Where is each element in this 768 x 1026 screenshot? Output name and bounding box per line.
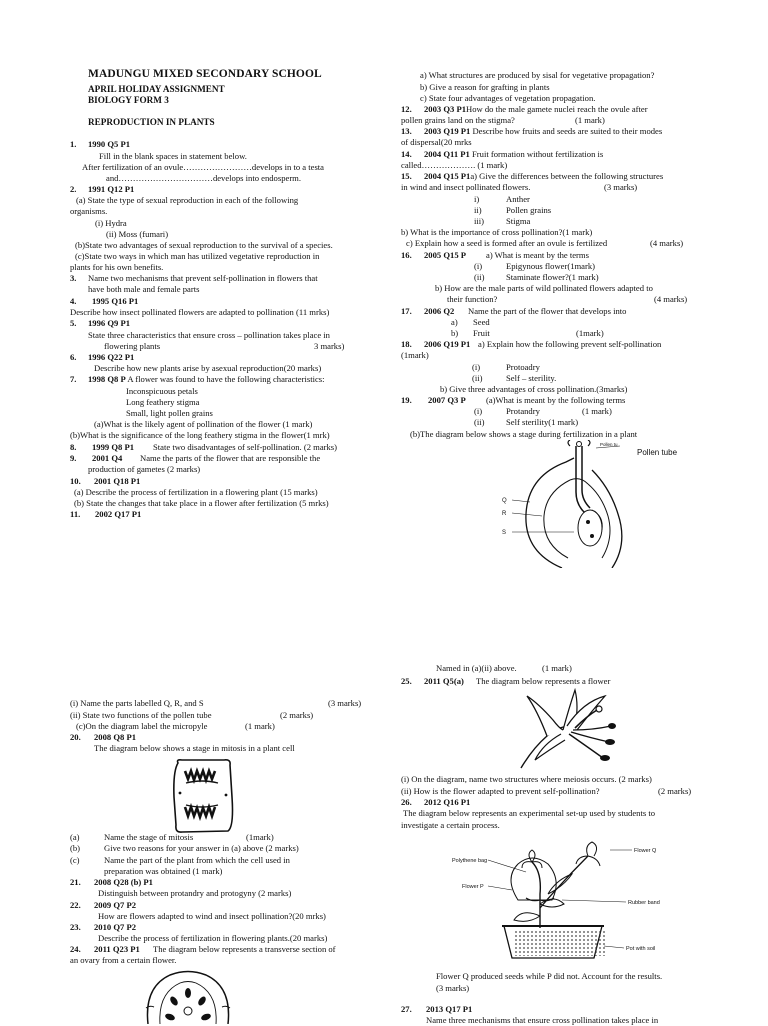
q1-line: Fill in the blank spaces in statement below. [99, 151, 247, 161]
q2-line: organisms. [70, 206, 108, 216]
q11-part-a: a) What structures are produced by sisal for vegetative propagation? [420, 70, 655, 80]
q13-line: of dispersal(20 mrks [401, 137, 472, 147]
q18-line: (1mark) [401, 350, 429, 360]
q1-line: and……………………………develops into endosperm. [106, 173, 302, 183]
flower-diagram [513, 688, 617, 770]
label-r: R [502, 511, 507, 517]
q15-text: a) Give the differences between the following structures [470, 171, 664, 181]
q7-number: 7. [70, 374, 77, 384]
q17-item: Fruit [473, 328, 490, 338]
q21-line: Distinguish between protandry and protogyny (2 marks) [98, 888, 292, 898]
mitosis-cell-diagram [168, 757, 238, 835]
q16-item: Staminate flower?(1 mark) [506, 272, 599, 282]
label-flower-q: Flower Q [634, 848, 657, 854]
q12-marks: (1 mark) [575, 115, 605, 125]
q19-part-ii: (ii) State two functions of the pollen tube [70, 710, 212, 720]
q9-line: Name the parts of the flower that are responsible the [140, 453, 321, 463]
q13-number: 13. [401, 126, 412, 136]
q19-item: Protandry [506, 406, 540, 416]
q25-part-i: (i) On the diagram, name two structures where meiosis occurs. (2 marks) [401, 774, 652, 784]
q13-line [424, 126, 662, 137]
school-name: MADUNGU MIXED SECONDARY SCHOOL [88, 68, 322, 80]
q24-line: The diagram below represents a transverse section of [153, 944, 336, 954]
q21-number: 21. [70, 877, 81, 887]
q19-roman: (i) [474, 406, 483, 416]
q20-part-c: Name the part of the plant from which the cell used in [104, 855, 290, 865]
soil-texture [514, 930, 606, 956]
q2-line: (i) Hydra [95, 218, 127, 228]
q1-tag: 1990 Q5 P1 [88, 139, 131, 149]
q8-number: 8. [70, 442, 77, 452]
q2-line: (a) State the type of sexual reproduction in each of the following [76, 195, 299, 205]
q18-roman: (ii) [472, 373, 483, 383]
q9-tag: 2001 Q4 [92, 453, 123, 463]
q16-marks: (4 marks) [654, 294, 688, 304]
q7-characteristic: Small, light pollen grains [126, 408, 213, 418]
q15-marks: (3 marks) [604, 182, 638, 192]
q16-line: their function? [447, 294, 498, 304]
q24-tag: 2011 Q23 P1 [94, 944, 140, 954]
label-q: Q [502, 498, 507, 504]
q26-answer-line: Flower Q produced seeds while P did not. Account for the results. [436, 971, 663, 981]
q21-tag: 2008 Q28 (b) P1 [94, 877, 153, 887]
q2-number: 2. [70, 184, 77, 194]
q15-line: b) What is the importance of cross pollination?(1 mark) [401, 227, 593, 237]
q25-tag: 2011 Q5(a) [424, 676, 464, 686]
q11-part-b: b) Give a reason for grafting in plants [420, 82, 550, 92]
q19-roman: (ii) [474, 417, 485, 427]
q19-number: 19. [401, 395, 412, 405]
q20-number: 20. [70, 732, 81, 742]
q6-number: 6. [70, 352, 77, 362]
label-flower-p: Flower P [462, 884, 484, 890]
q15-item: Stigma [506, 216, 531, 226]
q3-line: have both male and female parts [88, 284, 200, 294]
q1-number: 1. [70, 139, 77, 149]
q14-text: Fruit formation without fertilization is [472, 149, 604, 159]
q22-line: How are flowers adapted to wind and insect pollination?(20 mrks) [98, 911, 326, 921]
q13-text: Describe how fruits and seeds are suited to their modes [472, 126, 663, 136]
q23-number: 23. [70, 922, 81, 932]
q19-part-i: (i) Name the parts labelled Q, R, and S [70, 698, 204, 708]
ovary-section-diagram [140, 967, 236, 1024]
q18-item: Protoadry [506, 362, 540, 372]
label-polythene-bag: Polythene bag [452, 858, 488, 864]
q23-tag: 2010 Q7 P2 [94, 922, 137, 932]
q24-cont-marks: (1 mark) [542, 663, 572, 673]
q17-tag: 2006 Q2 [424, 306, 455, 316]
q15-line: in wind and insect pollinated flowers. [401, 182, 531, 192]
q15-number: 15. [401, 171, 412, 181]
q19-marks: (1 mark) [582, 406, 612, 416]
q26-line: The diagram below represents an experimental set-up used by students to [403, 808, 656, 818]
q20-part-a-label: (a) [70, 832, 80, 842]
q27-line: Name three mechanisms that ensure cross pollination takes place in [426, 1015, 659, 1025]
q17-letter: a) [451, 317, 458, 327]
q5-line: flowering plants [104, 341, 161, 351]
q20-part-c-label: (c) [70, 855, 80, 865]
q12-line: pollen grains land on the stigma? [401, 115, 515, 125]
q16-roman: (ii) [474, 272, 485, 282]
q15-roman: iii) [474, 216, 485, 226]
q19-part-c: (c)On the diagram label the micropyle [76, 721, 208, 731]
q16-line: a) What is meant by the terms [486, 250, 589, 260]
q10-line: (a) Describe the process of fertilization in a flowering plant (15 marks) [74, 487, 318, 497]
q26-line: investigate a certain process. [401, 820, 500, 830]
q7-line [88, 374, 325, 385]
q5-line: State three characteristics that ensure cross – pollination takes place in [88, 330, 330, 340]
q18-number: 18. [401, 339, 412, 349]
q20-part-c: preparation was obtained (1 mark) [104, 866, 223, 876]
q17-number: 17. [401, 306, 412, 316]
q12-number: 12. [401, 104, 412, 114]
q15-tag: 2004 Q15 P1 [424, 171, 471, 181]
q25-part-ii-marks: (2 marks) [658, 786, 692, 796]
q19-part-c-marks: (1 mark) [245, 721, 275, 731]
q18-tag: 2006 Q19 P1 [424, 339, 471, 349]
q4-tag: 1995 Q16 P1 [92, 296, 139, 306]
q26-tag: 2012 Q16 P1 [424, 797, 471, 807]
q19-line: (a)What is meant by the following terms [486, 395, 626, 405]
q20-part-b: Give two reasons for your answer in (a) above (2 marks) [104, 843, 299, 853]
q2-tag: 1991 Q12 P1 [88, 184, 135, 194]
q10-tag: 2001 Q18 P1 [94, 476, 141, 486]
q16-tag: 2005 Q15 P [424, 250, 467, 260]
q25-part-ii: (ii) How is the flower adapted to prevent self-pollination? [401, 786, 600, 796]
q19-item: Self sterility(1 mark) [506, 417, 579, 427]
q4-line: Describe how insect pollinated flowers are adapted to pollination (11 mrks) [70, 307, 330, 317]
q1-line: After fertilization of an ovule……………………develops in to a testa [82, 162, 324, 172]
q9-number: 9. [70, 453, 77, 463]
q19-line: (b)The diagram below shows a stage during fertilization in a plant [410, 429, 638, 439]
q15-item: Anther [506, 194, 530, 204]
q13-tag: 2003 Q19 P1 [424, 126, 471, 136]
q6-line: Describe how new plants arise by asexual reproduction(20 marks) [94, 363, 322, 373]
q20-tag: 2008 Q8 P1 [94, 732, 137, 742]
q3-number: 3. [70, 273, 77, 283]
q6-tag: 1996 Q22 P1 [88, 352, 135, 362]
label-s: S [502, 530, 507, 536]
q15-roman: i) [474, 194, 480, 204]
q18-line: b) Give three advantages of cross pollination.(3marks) [440, 384, 628, 394]
q8-tag: 1999 Q8 P1 [92, 442, 135, 452]
q10-line: (b) State the changes that take place in a flower after fertilization (5 mrks) [74, 498, 329, 508]
q23-line: Describe the process of fertilization in flowering plants.(20 marks) [98, 933, 328, 943]
q17-line: Name the part of the flower that develops into [468, 306, 627, 316]
q20-line: The diagram below shows a stage in mitosis in a plant cell [94, 743, 295, 753]
fertilization-diagram [500, 440, 640, 568]
q19-tag: 2007 Q3 P [428, 395, 466, 405]
q11-number: 11. [70, 509, 81, 519]
q16-number: 16. [401, 250, 412, 260]
label-rubber-band: Rubber band [628, 900, 660, 906]
q7-line: (b)What is the significance of the long feathery stigma in the flower(1 mrk) [70, 430, 330, 440]
q27-tag: 2013 Q17 P1 [426, 1004, 473, 1014]
q2-line: plants for his own benefits. [70, 262, 164, 272]
q25-line: The diagram below represents a flower [476, 676, 611, 686]
topic-title: REPRODUCTION IN PLANTS [88, 117, 215, 127]
q18-line: a) Explain how the following prevent self-pollination [478, 339, 662, 349]
q7-characteristic: Long feathery stigma [126, 397, 200, 407]
q2-line: (c)State two ways in which man has utilized vegetative reproduction in [75, 251, 320, 261]
q19-part-i-marks: (3 marks) [328, 698, 362, 708]
q17-item: Seed [473, 317, 490, 327]
q20-part-a: Name the stage of mitosis [104, 832, 194, 842]
q5-marks: 3 marks) [314, 341, 345, 351]
q4-number: 4. [70, 296, 77, 306]
q8-line: State two disadvantages of self-pollination. (2 marks) [153, 442, 338, 452]
q5-tag: 1996 Q9 P1 [88, 318, 131, 328]
q16-roman: (i) [474, 261, 483, 271]
q24-line: an ovary from a certain flower. [70, 955, 177, 965]
q14-line: called………………. (1 mark) [401, 160, 508, 170]
q19-part-ii-marks: (2 marks) [280, 710, 314, 720]
q18-item: Self – sterility. [506, 373, 557, 383]
q14-line [424, 149, 603, 160]
q25-number: 25. [401, 676, 412, 686]
q10-number: 10. [70, 476, 81, 486]
q14-tag: 2004 Q11 P1 [424, 149, 470, 159]
q7-lead: A flower was found to have the following characteristics: [127, 374, 325, 384]
q14-number: 14. [401, 149, 412, 159]
q22-number: 22. [70, 900, 81, 910]
q22-tag: 2009 Q7 P2 [94, 900, 137, 910]
q26-answer-line: (3 marks) [436, 983, 470, 993]
q27-number: 27. [401, 1004, 412, 1014]
q5-number: 5. [70, 318, 77, 328]
q16-line: b) How are the male parts of wild pollinated flowers adapted to [435, 283, 653, 293]
q15-item: Pollen grains [506, 205, 552, 215]
q2-line: (ii) Moss (fumari) [106, 229, 169, 239]
label-pot-with-soil: Pot with soil [626, 946, 656, 952]
q24-number: 24. [70, 944, 81, 954]
q17-letter: b) [451, 328, 459, 338]
q20-part-b-label: (b) [70, 843, 81, 853]
q3-line: Name two mechanisms that prevent self-pollination in flowers that [88, 273, 318, 283]
q24-cont-line: Named in (a)(ii) above. [436, 663, 517, 673]
q15-line [424, 171, 663, 182]
q15-marks: (4 marks) [650, 238, 684, 248]
q7-tag: 1998 Q8 P [88, 374, 126, 384]
q26-number: 26. [401, 797, 412, 807]
q15-roman: ii) [474, 205, 482, 215]
q20-part-a-marks: (1mark) [246, 832, 274, 842]
q15-line: c) Explain how a seed is formed after an ovule is fertilized [406, 238, 608, 248]
q12-line [424, 104, 648, 115]
pollen-tube-label: Pollen tube [637, 448, 678, 457]
subject-title: BIOLOGY FORM 3 [88, 95, 169, 105]
q7-characteristic: Inconspicuous petals [126, 386, 198, 396]
q17-marks: (1mark) [576, 328, 604, 338]
q2-line: (b)State two advantages of sexual reproduction to the survival of a species. [75, 240, 333, 250]
q7-line: (a)What is the likely agent of pollination of the flower (1 mark) [94, 419, 313, 429]
q12-tag: 2003 Q3 P1 [424, 104, 467, 114]
q11-part-c: c) State four advantages of vegetation propagation. [420, 93, 596, 103]
q9-line: production of gametes (2 marks) [88, 464, 201, 474]
assignment-title: APRIL HOLIDAY ASSIGNMENT [88, 84, 225, 94]
q16-item: Epigynous flower(1mark) [506, 261, 596, 271]
q11-tag: 2002 Q17 P1 [95, 509, 142, 519]
q12-text: How do the male gamete nuclei reach the ovule after [466, 104, 648, 114]
label-pollen-tube-small: Pollen tu [600, 442, 618, 447]
q18-roman: (i) [472, 362, 481, 372]
